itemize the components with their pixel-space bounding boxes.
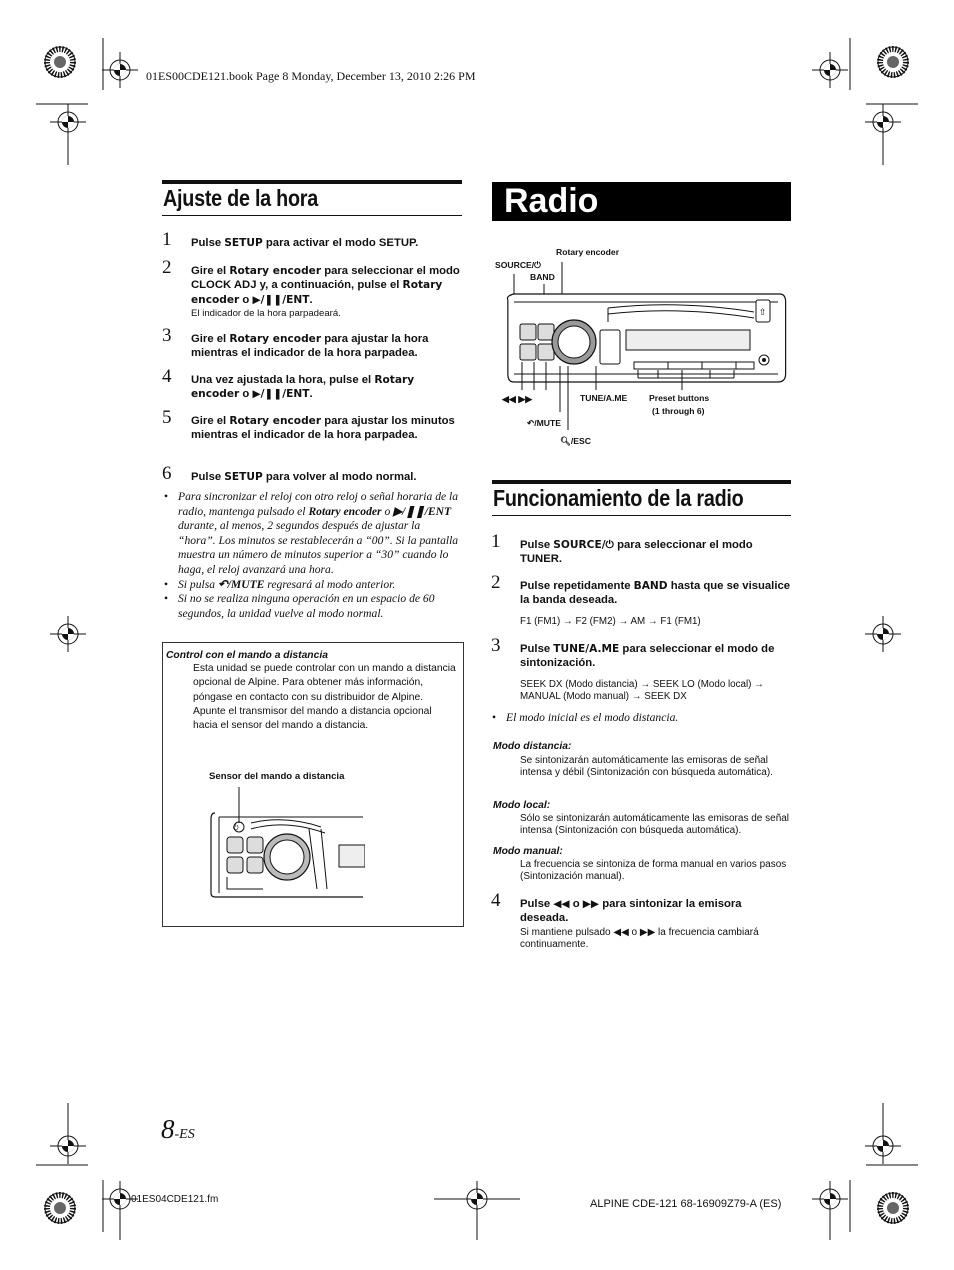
step-1-right: 1 Pulse SOURCE/⏻ para seleccionar el modo TUNER.: [491, 531, 753, 566]
step-2-right: 2 Pulse repetidamente BAND hasta que se visualice la banda deseada.: [491, 572, 791, 607]
label-preset: Preset buttons: [649, 393, 710, 403]
label-source: SOURCE/⏻: [495, 260, 541, 270]
mode-local-title: Modo local:: [493, 800, 551, 811]
remote-box-title: Control con el mando a distancia: [166, 650, 328, 661]
heading-rule-bottom-right: [492, 515, 791, 516]
remote-box-text: Esta unidad se puede controlar con un mando a distancia opcional de Alpine. Para obtener más información, póngase en contacto con su distribuidor de Alpine. Apunte el transmisor del mando a distancia opcional hacia el sensor del mando a distancia.: [193, 663, 456, 732]
seek-sequence: SEEK DX (Modo distancia) → SEEK LO (Modo local) → MANUAL (Modo manual) → SEEK DX: [520, 679, 764, 703]
right-note: [492, 711, 788, 726]
radio-title-bar: [492, 182, 791, 221]
heading-funcionamiento-radio: Funcionamiento de la radio: [493, 485, 744, 511]
note-item: • Para sincronizar el reloj con otro reloj o señal horaria de la radio, mantenga pulsado el Rotary encoder o ▶/❚❚/ENT durante, al menos, 2 segundos después de ajustar la “hora”. Los minutos se restablecerán a “00”. Si la pantalla muestra un número de minutos superior a “30” cuando lo haga, el reloj avanzará una hora.: [164, 490, 460, 578]
mode-distancia-text: Se sintonizarán automáticamente las emisoras de señal intensa y débil (Sintonización con búsqueda automática).: [520, 755, 773, 779]
note-item: • Si pulsa ↶/MUTE regresará al modo anterior.: [164, 578, 460, 593]
heading-rule-bottom: [162, 215, 462, 216]
note-item: • Si no se realiza ninguna operación en un espacio de 60 segundos, la unidad vuelve al modo normal.: [164, 592, 460, 621]
mode-distancia-title: Modo distancia:: [493, 741, 572, 752]
step-3-left: 3 Gire el Rotary encoder para ajustar la hora mientras el indicador de la hora parpadea.: [162, 325, 429, 360]
sensor-label: Sensor del mando a distancia: [209, 771, 345, 782]
footer-file: 01ES04CDE121.fm: [131, 1194, 219, 1205]
file-info-header: 01ES00CDE121.book Page 8 Monday, December 13, 2010 2:26 PM: [146, 69, 476, 83]
svg-text:⏻: ⏻: [233, 824, 239, 832]
radio-title: Radio: [504, 182, 599, 220]
heading-rule-top-right: [492, 480, 791, 484]
heading-rule-top: [162, 180, 462, 184]
label-tune: TUNE/A.ME: [580, 393, 628, 403]
step-3-right: 3 Pulse TUNE/A.ME para seleccionar el modo de sintonización.: [491, 635, 775, 670]
label-rotary-encoder: Rotary encoder: [556, 247, 620, 257]
notes-list: [164, 490, 460, 621]
page-number: 8-ES: [161, 1114, 195, 1144]
label-band: BAND: [530, 272, 555, 282]
mode-manual-title: Modo manual:: [493, 846, 563, 857]
step-6-left: 6 Pulse SETUP para volver al modo normal.: [162, 463, 417, 484]
step-5-left: 5 Gire el Rotary encoder para ajustar los minutos mientras el indicador de la hora parpadea.: [162, 407, 455, 442]
step-4-right: 4 Pulse ◀◀ o ▶▶ para sintonizar la emisora deseada. Si mantiene pulsado ◀◀ o ▶▶ la frecuencia cambiará continuamente.: [491, 890, 759, 951]
band-sequence: F1 (FM1) → F2 (FM2) → AM → F1 (FM1): [520, 616, 701, 627]
mode-local-text: Sólo se sintonizarán automáticamente las emisoras de señal intensa (Sintonización con búsqueda automática).: [520, 813, 790, 837]
footer-model: ALPINE CDE-121 68-16909Z79-A (ES): [590, 1198, 782, 1210]
label-prev-next: ◀◀ ▶▶: [502, 394, 533, 404]
label-mute: ↶/MUTE: [527, 418, 561, 428]
step-4-left: 4 Una vez ajustada la hora, pulse el Rotary encoder o ▶/❚❚/ENT.: [162, 366, 415, 401]
step-1-left: 1 Pulse SETUP para activar el modo SETUP.: [162, 229, 419, 250]
star-target-icon: [45, 47, 75, 77]
heading-ajuste-hora: Ajuste de la hora: [163, 185, 319, 211]
step-2-left: 2 Gire el Rotary encoder para seleccionar el modo CLOCK ADJ y, a continuación, pulse el Rotary encoder o ▶/❚❚/ENT. El indicador de la hora parpadeará.: [162, 257, 460, 320]
label-esc: 🔍︎/ESC: [560, 436, 591, 446]
label-preset-sub: (1 through 6): [652, 406, 705, 416]
remote-sensor-illustration: [205, 785, 365, 900]
mode-manual-text: La frecuencia se sintoniza de forma manual en varios pasos (Sintonización manual).: [520, 859, 787, 883]
svg-text:⇧: ⇧: [759, 308, 767, 318]
radio-front-panel-diagram: [498, 262, 788, 437]
note-item: • El modo inicial es el modo distancia.: [492, 711, 788, 726]
